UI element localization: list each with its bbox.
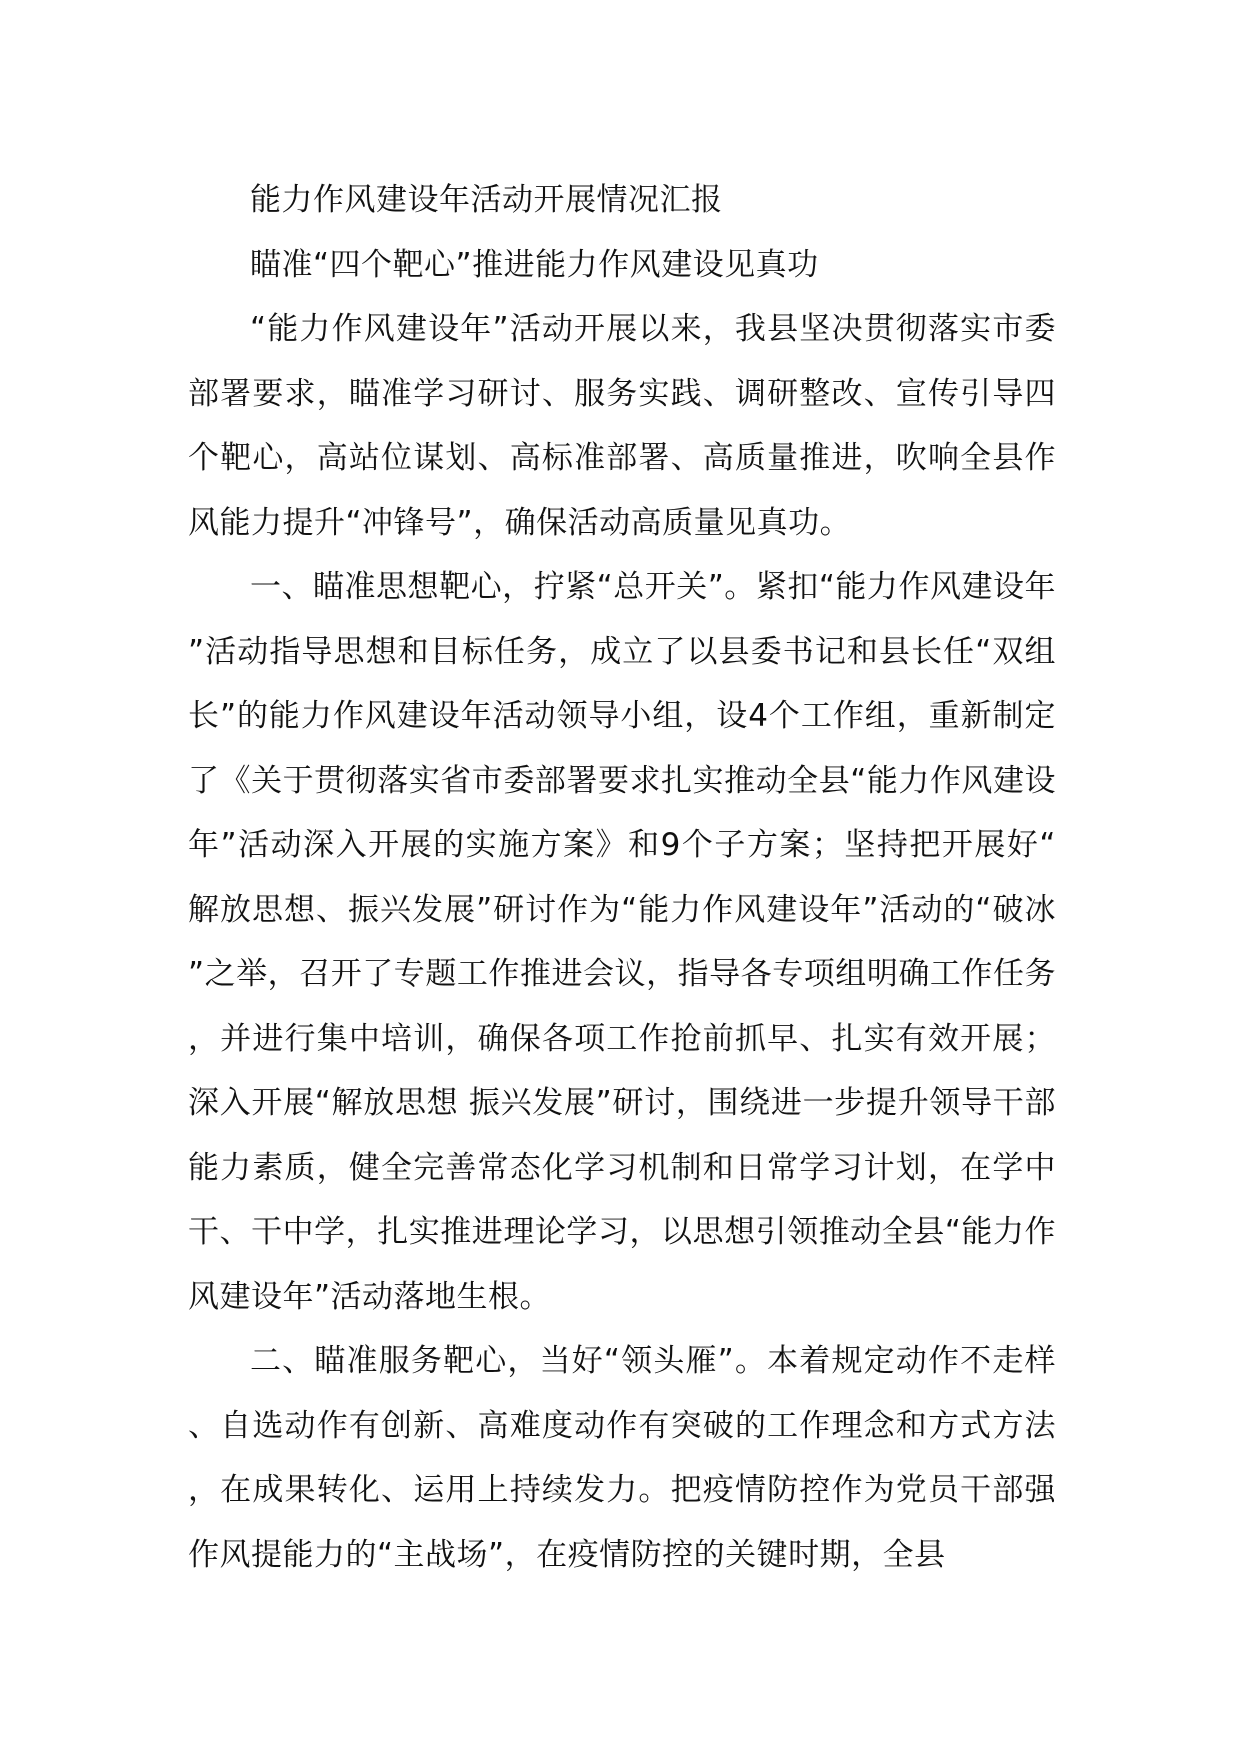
intro-paragraph: “能力作风建设年”活动开展以来，我县坚决贯彻落实市委部署要求，瞄准学习研讨、服务实践、调研整改、宣传引导四个靶心，高站位谋划、高标准部署、高质量推进，吹响全县作风能力提升“冲锋号”，确保活动高质量见真功。 xyxy=(188,311,1056,541)
section-one-paragraph: 一、瞄准思想靶心，拧紧“总开关”。紧扣“能力作风建设年”活动指导思想和目标任务，成立了以县委书记和县长任“双组长”的能力作风建设年活动领导小组，设4个工作组，重新制定了《关于贯彻落实省市委部署要求扎实推动全县“能力作风建设年”活动深入开展的实施方案》和9个子方案；坚持把开展好“解放思想、振兴发展”研讨作为“能力作风建设年”活动的“破冰”之举，召开了专题工作推进会议，指导各专项组明确工作任务，并进行集中培训，确保各项工作抢前抓早、扎实有效开展；深入开展“解放思想 振兴发展”研讨，围绕进一步提升领导干部能力素质，健全完善常态化学习机制和日常学习计划，在学中干、干中学，扎实推进理论学习，以思想引领推动全县“能力作风建设年”活动落地生根。 xyxy=(188,569,1056,1315)
document-subtitle: 瞄准“四个靶心”推进能力作风建设见真功 xyxy=(250,246,819,283)
document-title: 能力作风建设年活动开展情况汇报 xyxy=(250,182,723,218)
section-two-paragraph: 二、瞄准服务靶心，当好“领头雁”。本着规定动作不走样、自选动作有创新、高难度动作有突破的工作理念和方式方法，在成果转化、运用上持续发力。把疫情防控作为党员干部强作风提能力的“主战场”，在疫情防控的关键时期，全县 xyxy=(188,1343,1056,1573)
document-body xyxy=(188,168,1056,1587)
